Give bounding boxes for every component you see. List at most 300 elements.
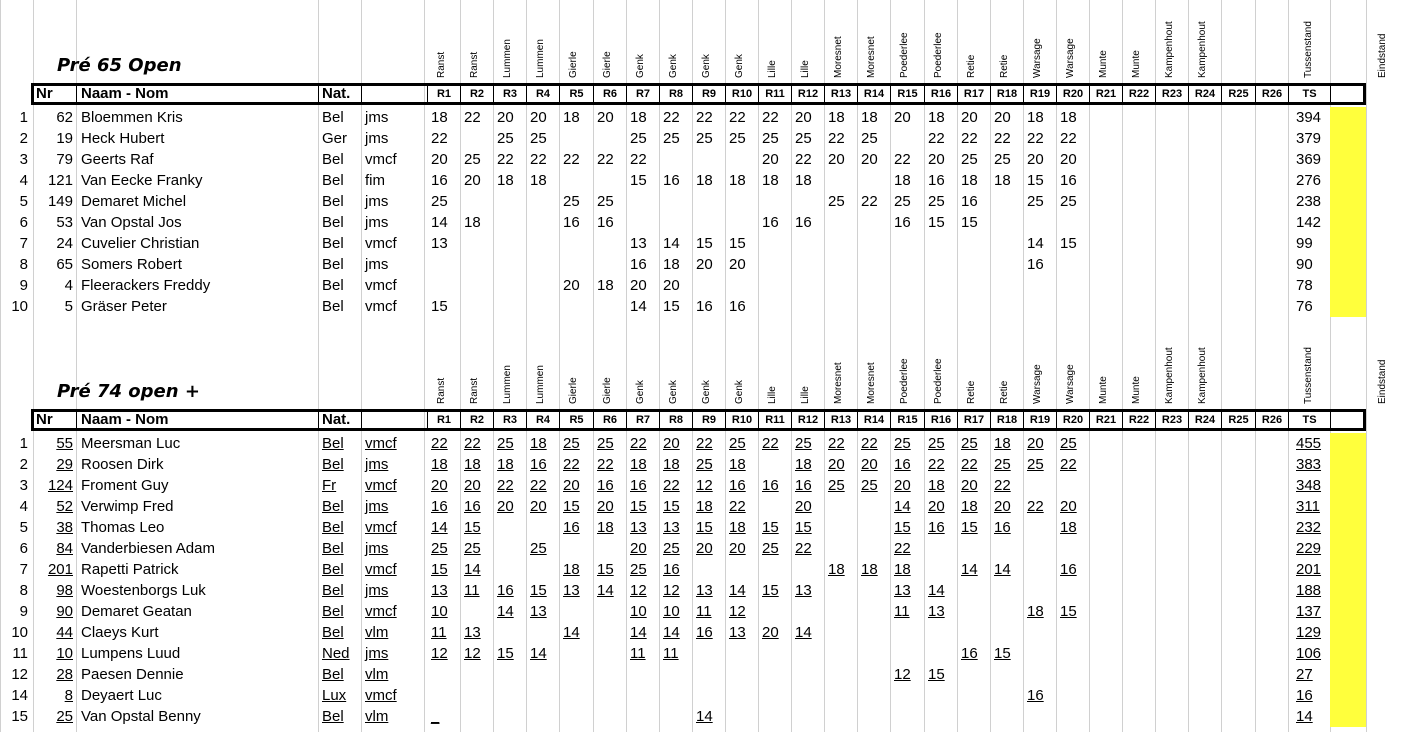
rider-nationality: Bel (322, 193, 344, 210)
round-score: 18 (1027, 603, 1044, 620)
total-score: 27 (1296, 666, 1313, 683)
round-score: 18 (464, 456, 481, 473)
rider-name: Geerts Raf (81, 151, 154, 168)
grid-line (824, 0, 825, 732)
round-score: 15 (663, 498, 680, 515)
row-position: 7 (19, 235, 28, 252)
total-score: 238 (1296, 193, 1322, 210)
round-score: 14 (597, 582, 614, 599)
grid-line (791, 0, 792, 732)
header-club (361, 83, 424, 105)
rider-nationality: Bel (322, 561, 344, 578)
round-score: 14 (497, 603, 514, 620)
round-score: 16 (894, 456, 911, 473)
header-round: R21 (1089, 409, 1122, 431)
venue-label: Gierle (568, 377, 579, 404)
round-score: 22 (630, 151, 647, 168)
round-score: 25 (530, 540, 547, 557)
venue-label: Retie (999, 380, 1010, 404)
round-score: 25 (630, 130, 647, 147)
round-score: 16 (431, 498, 448, 515)
header-round: R19 (1023, 83, 1056, 105)
header-round: R8 (659, 409, 692, 431)
round-score: 16 (1060, 561, 1077, 578)
round-score: 13 (663, 519, 680, 536)
rider-nationality: Bel (322, 708, 344, 725)
round-score: 22 (663, 109, 680, 126)
round-score: 22 (1060, 130, 1077, 147)
round-score: 25 (1060, 435, 1077, 452)
rider-name: Rapetti Patrick (81, 561, 179, 578)
round-score: 25 (762, 130, 779, 147)
rider-name: Claeys Kurt (81, 624, 159, 641)
grid-line (890, 0, 891, 732)
round-score: 20 (563, 477, 580, 494)
round-score: 20 (431, 151, 448, 168)
round-score: 13 (630, 519, 647, 536)
header-round: R23 (1155, 409, 1188, 431)
rider-number: 52 (56, 498, 73, 515)
grid-line (460, 0, 461, 732)
round-score: 20 (894, 477, 911, 494)
header-round: R23 (1155, 83, 1188, 105)
round-score: 20 (961, 109, 978, 126)
round-score: 20 (828, 456, 845, 473)
round-score: 12 (729, 603, 746, 620)
grid-line (1056, 0, 1057, 732)
total-score: 455 (1296, 435, 1322, 452)
round-score: 14 (464, 561, 481, 578)
round-score: 25 (1027, 456, 1044, 473)
round-score: 15 (630, 172, 647, 189)
grid-line (857, 0, 858, 732)
rider-name: Roosen Dirk (81, 456, 164, 473)
header-round: R7 (626, 409, 659, 431)
round-score: 25 (431, 193, 448, 210)
header-round: R3 (493, 83, 526, 105)
venue-label: Genk (701, 380, 712, 404)
round-score: 22 (729, 498, 746, 515)
round-score: 20 (464, 477, 481, 494)
round-score: 12 (431, 645, 448, 662)
rider-club: jms (365, 645, 389, 662)
rider-name: Woestenborgs Luk (81, 582, 206, 599)
row-position: 3 (19, 477, 28, 494)
venue-label: Lummen (535, 39, 546, 78)
grid-line (559, 0, 560, 732)
rider-number: 53 (56, 214, 73, 231)
round-score: 14 (563, 624, 580, 641)
round-score: 14 (961, 561, 978, 578)
rider-club: jms (365, 130, 389, 147)
round-score: 22 (464, 435, 481, 452)
total-score: 232 (1296, 519, 1322, 536)
round-score: 13 (431, 582, 448, 599)
row-position: 9 (19, 603, 28, 620)
rider-name: Van Eecke Franky (81, 172, 203, 189)
round-score: 16 (928, 172, 945, 189)
header-round: R19 (1023, 409, 1056, 431)
round-score: 22 (762, 435, 779, 452)
round-score: 18 (795, 456, 812, 473)
round-score: 15 (961, 214, 978, 231)
round-score: 25 (563, 435, 580, 452)
rider-number: 79 (56, 151, 73, 168)
rider-nationality: Bel (322, 109, 344, 126)
rider-name: Gräser Peter (81, 298, 167, 315)
header-round: R10 (725, 409, 758, 431)
header-round: R9 (692, 409, 725, 431)
row-position: 1 (19, 435, 28, 452)
round-score: 20 (994, 498, 1011, 515)
rider-club: jms (365, 109, 389, 126)
header-round: R12 (791, 83, 824, 105)
header-round: R22 (1122, 83, 1155, 105)
round-score: 20 (530, 498, 547, 515)
header-round: R1 (427, 409, 460, 431)
row-position: 15 (11, 708, 28, 725)
total-score: 201 (1296, 561, 1322, 578)
header-round: R3 (493, 409, 526, 431)
rider-name: Somers Robert (81, 256, 182, 273)
round-score: 18 (795, 172, 812, 189)
round-score: 18 (1060, 109, 1077, 126)
total-score: 99 (1296, 235, 1313, 252)
round-score: 20 (894, 109, 911, 126)
row-position: 11 (12, 645, 28, 662)
header-nr: Nr (36, 85, 53, 102)
round-score: 14 (431, 519, 448, 536)
round-score: 14 (1027, 235, 1044, 252)
round-score: 15 (696, 235, 713, 252)
round-score: 22 (894, 540, 911, 557)
rider-number: 44 (56, 624, 73, 641)
header-round: R11 (758, 409, 791, 431)
venue-label: Munte (1131, 376, 1142, 404)
venue-label: Genk (701, 54, 712, 78)
venue-label: Ranst (436, 377, 447, 404)
round-score: 13 (894, 582, 911, 599)
round-score: 10 (630, 603, 647, 620)
round-score: 22 (530, 151, 547, 168)
header-round: R15 (890, 409, 924, 431)
round-score: 16 (795, 214, 812, 231)
row-position: 4 (19, 498, 28, 515)
round-score: 15 (762, 519, 779, 536)
grid-line (1089, 0, 1090, 732)
round-score: 22 (894, 151, 911, 168)
rider-club: jms (365, 214, 389, 231)
tussenstand-label: Tussenstand (1303, 21, 1314, 78)
round-score: 22 (597, 456, 614, 473)
round-score: 18 (663, 456, 680, 473)
round-score: 18 (894, 172, 911, 189)
grid-line (924, 0, 925, 732)
round-score: 18 (597, 277, 614, 294)
round-score: 16 (729, 298, 746, 315)
row-position: 3 (19, 151, 28, 168)
rider-nationality: Bel (322, 666, 344, 683)
rider-number: 149 (47, 193, 73, 210)
round-score: 16 (1027, 256, 1044, 273)
header-round: R26 (1255, 83, 1288, 105)
round-score: 22 (1060, 456, 1077, 473)
venue-label: Ranst (469, 51, 480, 78)
round-score: 13 (729, 624, 746, 641)
venue-label: Poederlee (899, 32, 910, 78)
round-score: 25 (961, 151, 978, 168)
venue-label: Moresnet (833, 362, 844, 404)
round-score: 18 (729, 456, 746, 473)
round-score: 16 (630, 477, 647, 494)
round-score: 14 (894, 498, 911, 515)
round-score: 25 (597, 193, 614, 210)
venue-label: Lille (767, 386, 778, 404)
header-round: R16 (924, 83, 957, 105)
rider-nationality: Ger (322, 130, 348, 147)
round-score: 16 (464, 498, 481, 515)
grid-line (1288, 0, 1289, 732)
round-score: 25 (894, 193, 911, 210)
total-score: 276 (1296, 172, 1322, 189)
round-score: 22 (431, 435, 448, 452)
rider-number: 24 (56, 235, 73, 252)
round-score: 22 (729, 109, 746, 126)
highlight-column (1330, 107, 1366, 317)
header-round: R4 (526, 83, 559, 105)
rider-nationality: Bel (322, 435, 344, 452)
header-round: R26 (1255, 409, 1288, 431)
header-nat: Nat. (318, 83, 361, 105)
venue-label: Warsage (1032, 364, 1043, 404)
rider-number: 121 (47, 172, 73, 189)
rider-nationality: Bel (322, 256, 344, 273)
round-score: 22 (497, 151, 514, 168)
round-score: 18 (530, 172, 547, 189)
total-score: 78 (1296, 277, 1313, 294)
rider-nationality: Bel (322, 624, 344, 641)
venue-label: Genk (668, 380, 679, 404)
round-score: 22 (696, 109, 713, 126)
round-score: 12 (663, 582, 680, 599)
rider-name: Froment Guy (81, 477, 169, 494)
round-score: 18 (563, 109, 580, 126)
round-score: 18 (530, 435, 547, 452)
round-score: 18 (563, 561, 580, 578)
round-score: 20 (795, 109, 812, 126)
round-score: 11 (696, 603, 712, 620)
total-score: 129 (1296, 624, 1322, 641)
round-score: 16 (762, 477, 779, 494)
rider-club: vmcf (365, 687, 397, 704)
round-score: 25 (795, 435, 812, 452)
total-score: 16 (1296, 687, 1313, 704)
round-score: 20 (431, 477, 448, 494)
rider-name: Fleerackers Freddy (81, 277, 211, 294)
rider-nationality: Lux (322, 687, 347, 704)
round-score: 18 (497, 456, 514, 473)
rider-number: 65 (56, 256, 73, 273)
row-position: 10 (11, 624, 28, 641)
round-score: 25 (861, 130, 878, 147)
round-score: 14 (663, 235, 680, 252)
grid-line (1366, 0, 1367, 732)
rider-club: jms (365, 256, 389, 273)
grid-line (361, 0, 362, 732)
row-position: 1 (19, 109, 28, 126)
round-score: 14 (928, 582, 945, 599)
round-score: 25 (630, 561, 647, 578)
venue-label: Retie (999, 54, 1010, 78)
header-nat: Nat. (318, 409, 361, 431)
round-score: 25 (597, 435, 614, 452)
header-round: R13 (824, 83, 857, 105)
round-score: 13 (563, 582, 580, 599)
round-score: 15 (729, 235, 746, 252)
round-score: 25 (994, 151, 1011, 168)
round-score: 14 (630, 624, 647, 641)
row-position: 7 (19, 561, 28, 578)
header-name: Naam - Nom (76, 409, 318, 431)
round-score: 22 (795, 540, 812, 557)
round-score: 22 (795, 151, 812, 168)
round-score: 22 (1027, 130, 1044, 147)
round-score: 25 (563, 193, 580, 210)
round-score: 22 (961, 456, 978, 473)
round-score: 15 (696, 519, 713, 536)
rider-club: vmcf (365, 603, 397, 620)
round-score: 20 (1060, 151, 1077, 168)
grid-line (725, 0, 726, 732)
round-score: 15 (1060, 603, 1077, 620)
venue-label: Lummen (535, 365, 546, 404)
rider-nationality: Bel (322, 582, 344, 599)
round-score: 20 (928, 151, 945, 168)
round-score: 22 (663, 477, 680, 494)
venue-label: Retie (966, 54, 977, 78)
venue-label: Kampenhout (1164, 21, 1175, 78)
round-score: 15 (994, 645, 1011, 662)
round-score: 15 (464, 519, 481, 536)
round-score: 20 (597, 498, 614, 515)
rider-name: Lumpens Luud (81, 645, 181, 662)
round-score: 25 (1060, 193, 1077, 210)
rider-club: vlm (365, 666, 389, 683)
row-position: 5 (19, 519, 28, 536)
round-score: 12 (696, 477, 713, 494)
round-score: 18 (729, 172, 746, 189)
round-score: 22 (563, 456, 580, 473)
round-score: 25 (729, 435, 746, 452)
header-end (1330, 83, 1363, 105)
total-score: 379 (1296, 130, 1322, 147)
rider-nationality: Ned (322, 645, 350, 662)
round-score: 13 (431, 235, 448, 252)
grid-line (424, 0, 425, 732)
round-score: 22 (928, 456, 945, 473)
round-score: 25 (928, 193, 945, 210)
header-round: R12 (791, 409, 824, 431)
grid-line (626, 0, 627, 732)
grid-line (758, 0, 759, 732)
rider-number: 25 (56, 708, 73, 725)
venue-label: Gierle (602, 377, 613, 404)
round-score: 20 (762, 624, 779, 641)
round-score: 18 (994, 435, 1011, 452)
round-score: 20 (1060, 498, 1077, 515)
round-score: 13 (795, 582, 812, 599)
total-score: 142 (1296, 214, 1322, 231)
rider-number: 62 (56, 109, 73, 126)
round-score: 18 (928, 477, 945, 494)
rider-nationality: Bel (322, 172, 344, 189)
row-position: 4 (19, 172, 28, 189)
grid-line (990, 0, 991, 732)
round-score: 18 (861, 109, 878, 126)
round-score: 15 (663, 298, 680, 315)
rider-name: Van Opstal Benny (81, 708, 201, 725)
round-score: 18 (597, 519, 614, 536)
round-score: 25 (795, 130, 812, 147)
venue-label: Genk (668, 54, 679, 78)
rider-name: Paesen Dennie (81, 666, 184, 683)
round-score: 22 (828, 435, 845, 452)
round-score: 18 (497, 172, 514, 189)
rider-name: Demaret Michel (81, 193, 187, 210)
round-score: 18 (431, 456, 448, 473)
round-score: 20 (729, 540, 746, 557)
rider-name: Thomas Leo (81, 519, 165, 536)
total-score: 383 (1296, 456, 1322, 473)
round-score: 25 (663, 540, 680, 557)
round-score: 25 (497, 130, 514, 147)
round-score: 13 (530, 603, 547, 620)
round-score: 18 (630, 109, 647, 126)
grid-line (1221, 0, 1222, 732)
round-score: 11 (630, 645, 646, 662)
venue-label: Genk (635, 380, 646, 404)
round-score: 25 (696, 130, 713, 147)
round-score: 14 (696, 708, 713, 725)
round-score: 22 (630, 435, 647, 452)
round-score: 18 (861, 561, 878, 578)
header-round: R11 (758, 83, 791, 105)
rider-name: Meersman Luc (81, 435, 181, 452)
header-round: R9 (692, 83, 725, 105)
section-title: Pré 74 open + (57, 381, 200, 402)
rider-club: vmcf (365, 151, 397, 168)
round-score: 16 (961, 193, 978, 210)
round-score: 25 (497, 435, 514, 452)
round-score: 15 (928, 214, 945, 231)
grid-line (1188, 0, 1189, 732)
round-score: 20 (696, 540, 713, 557)
round-score: 22 (530, 477, 547, 494)
header-round: R17 (957, 409, 990, 431)
total-score: 90 (1296, 256, 1313, 273)
round-score: 16 (762, 214, 779, 231)
rider-club: fim (365, 172, 385, 189)
round-score: 20 (795, 498, 812, 515)
round-score: 25 (762, 540, 779, 557)
rider-number: 8 (64, 687, 73, 704)
rider-nationality: Fr (322, 477, 337, 494)
header-round: R10 (725, 83, 758, 105)
grid-line (1255, 0, 1256, 732)
header-club (361, 409, 424, 431)
round-score: 22 (1027, 498, 1044, 515)
round-score: 25 (1027, 193, 1044, 210)
